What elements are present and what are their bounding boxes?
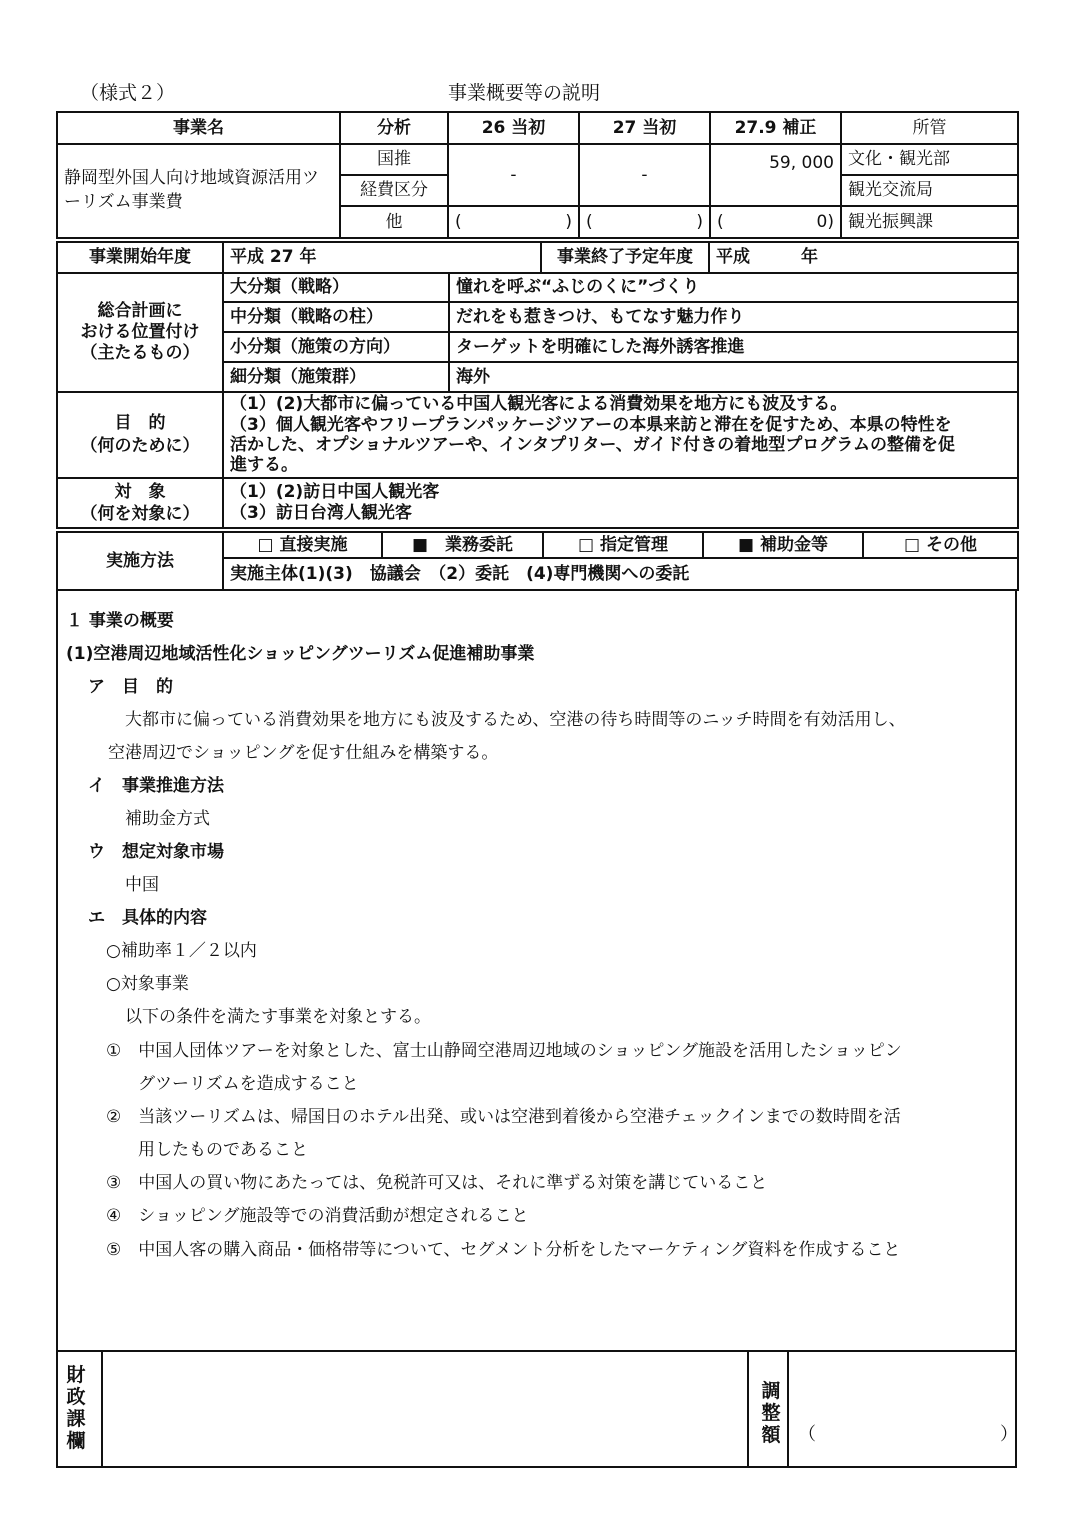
section-i-text: 補助金方式 [125, 809, 210, 829]
department-line-1: 文化・観光部 [841, 144, 1018, 175]
plan-position-label: 総合計画に おける位置付け （主たるもの） [57, 273, 223, 392]
adjustment-amount-label: 調 整 額 [761, 1380, 781, 1446]
section-a-heading: ア 目 的 [88, 677, 173, 697]
document-title: 事業概要等の説明 [448, 82, 601, 104]
finance-divider-middle [747, 1352, 749, 1466]
fy26-other-value: ( ) [448, 206, 579, 238]
condition-2-line-1: ② 当該ツーリズムは、帰国日のホテル出発、或いは空港到着後から空港チェックインまでの数時間を活 [106, 1107, 901, 1127]
condition-1-line-2: グツーリズムを造成すること [138, 1074, 359, 1094]
header-analysis: 分析 [340, 112, 448, 144]
subsidy-rate: ○補助率１／２以内 [106, 941, 257, 961]
adjustment-paren-close: ） [1000, 1424, 1018, 1445]
target-label: 対 象 （何を対象に） [57, 478, 223, 528]
end-year-label: 事業終了予定年度 [541, 242, 709, 273]
plan-minor-category-label: 小分類（施策の方向） [223, 332, 449, 362]
header-fy26-initial: 26 当初 [448, 112, 579, 144]
row-expense-category-label: 経費区分 [340, 175, 448, 206]
method-option-outsource: ■ 業務委託 [382, 532, 543, 558]
method-option-other: □ その他 [863, 532, 1018, 558]
plan-table [56, 272, 1019, 529]
method-label: 実施方法 [57, 532, 223, 590]
fy27-national-value: - [579, 144, 710, 206]
period-table [56, 241, 1019, 274]
condition-1-line-1: ① 中国人団体ツアーを対象とした、富士山静岡空港周辺地域のショッピング施設を活用したショッピン [106, 1041, 902, 1061]
start-year-label: 事業開始年度 [57, 242, 223, 273]
condition-5: ⑤ 中国人客の購入商品・価格帯等について、セグメント分析をしたマーケティング資料を作成すること [106, 1240, 901, 1260]
header-department: 所管 [841, 112, 1018, 144]
purpose-text: （1）(2)大都市に偏っている中国人観光客による消費効果を地方にも波及する。 （3）個人観光客やフリープランパッケージツアーの本県来訪と滞在を促すため、本県の特性を 活かした、オプショナルツアーや、インタプリター、ガイド付きの着地型プログラムの整備を促 進する。 [223, 392, 1018, 478]
fy27-supplement-other-value: ( 0) [710, 206, 841, 238]
plan-detail-category-label: 細分類（施策群） [223, 362, 449, 392]
row-national-label: 国推 [340, 144, 448, 175]
form-label: （様式２） [80, 82, 176, 104]
section-a-text-2: 空港周辺でショッピングを促す仕組みを構築する。 [108, 743, 499, 763]
finance-divider-left [101, 1352, 103, 1466]
header-project-name: 事業名 [57, 112, 340, 144]
section-i-heading: イ 事業推進方法 [88, 776, 224, 796]
method-table [56, 531, 1019, 591]
overview-heading: １ 事業の概要 [66, 611, 174, 631]
method-option-direct: □ 直接実施 [223, 532, 382, 558]
plan-middle-category-value: だれをも惹きつけ、もてなす魅力作り [449, 302, 1018, 332]
section-e-heading: エ 具体的内容 [88, 908, 207, 928]
condition-intro: 以下の条件を満たす事業を対象とする。 [125, 1007, 431, 1027]
plan-major-category-value: 憧れを呼ぶ“ふじのくに”づくり [449, 273, 1018, 302]
start-year-value: 平成 27 年 [223, 242, 541, 273]
header-fy27-initial: 27 当初 [579, 112, 710, 144]
finance-division-column-label: 財 政 課 欄 [66, 1364, 86, 1452]
plan-minor-category-value: ターゲットを明確にした海外誘客推進 [449, 332, 1018, 362]
section-a-text-1: 大都市に偏っている消費効果を地方にも波及するため、空港の待ち時間等のニッチ時間を有効活用し、 [125, 710, 906, 730]
target-text: （1）(2)訪日中国人観光客 （3）訪日台湾人観光客 [223, 478, 1018, 528]
fy27-other-value: ( ) [579, 206, 710, 238]
plan-detail-category-value: 海外 [449, 362, 1018, 392]
overview-subheading: (1)空港周辺地域活性化ショッピングツーリズム促進補助事業 [66, 644, 535, 664]
row-other-label: 他 [340, 206, 448, 238]
method-detail: 実施主体(1)(3) 協議会 （2）委託 (4)専門機関への委託 [223, 558, 1018, 590]
department-line-3: 観光振興課 [841, 206, 1018, 238]
target-project-heading: ○対象事業 [106, 974, 189, 994]
section-u-text: 中国 [125, 875, 159, 895]
section-u-heading: ウ 想定対象市場 [88, 842, 224, 862]
project-name: 静岡型外国人向け地域資源活用ツーリズム事業費 [57, 144, 340, 238]
end-year-value: 平成 年 [709, 242, 1018, 273]
fy26-national-value: - [448, 144, 579, 206]
plan-major-category-label: 大分類（戦略） [223, 273, 449, 302]
finance-divider-right [787, 1352, 789, 1466]
plan-middle-category-label: 中分類（戦略の柱） [223, 302, 449, 332]
finance-section [56, 1350, 1017, 1468]
adjustment-paren-open: （ [798, 1424, 816, 1445]
method-option-subsidy: ■ 補助金等 [703, 532, 863, 558]
condition-4: ④ ショッピング施設等での消費活動が想定されること [106, 1206, 529, 1226]
condition-2-line-2: 用したものであること [138, 1140, 308, 1160]
method-option-designated: □ 指定管理 [543, 532, 703, 558]
header-fy27-supplement: 27.9 補正 [710, 112, 841, 144]
purpose-label: 目 的 （何のために） [57, 392, 223, 478]
condition-3: ③ 中国人の買い物にあたっては、免税許可又は、それに準ずる対策を講じていること [106, 1173, 768, 1193]
budget-table [56, 111, 1019, 239]
fy27-supplement-national-value: 59, 000 [710, 144, 841, 206]
department-line-2: 観光交流局 [841, 175, 1018, 206]
